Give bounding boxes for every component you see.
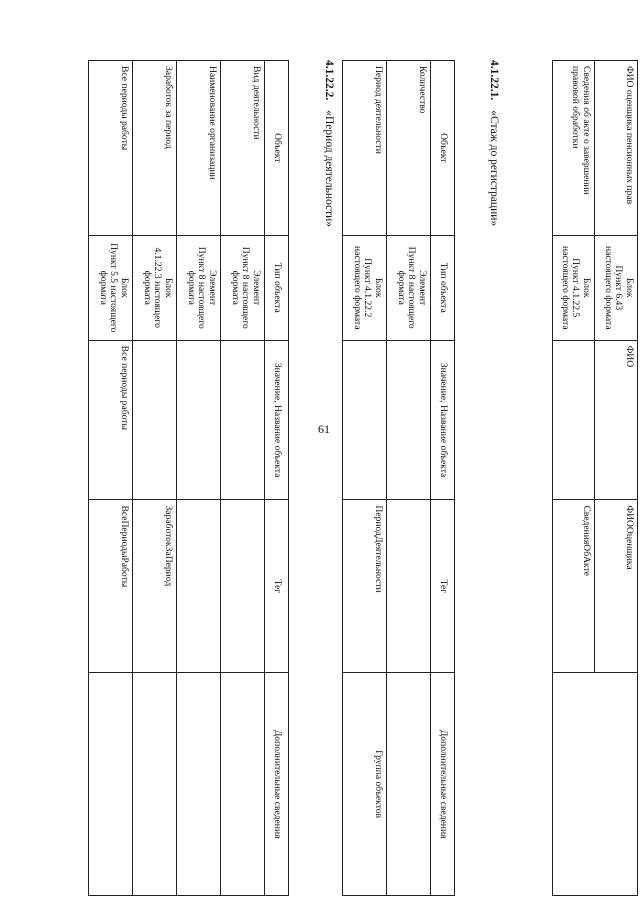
type-cell [553,235,595,340]
section-heading [488,60,500,226]
table-row [133,61,177,896]
type-line: настоящего формата [559,245,571,330]
extra-cell [553,673,638,896]
type-cell [221,235,265,340]
table-row [595,61,638,896]
section-number: 4.1.22.2. [323,60,335,101]
name-cell [177,340,221,500]
type-line: формата [185,270,197,305]
page-number: 61 [318,422,330,436]
name-cell: Все периоды работы [89,340,133,500]
type-line: Блок [119,277,130,298]
table-row [221,61,265,896]
name-cell [343,340,387,500]
object-cell: Период деятельности [343,61,387,236]
type-line: формата [395,270,407,305]
type-line: Пункт 4.1.22.2 [362,258,374,318]
table-row [177,61,221,896]
header-row [431,61,455,896]
type-cell [133,235,177,340]
type-line: настоящего формата [351,245,363,330]
table-row [343,61,387,896]
extra-cell [89,673,133,896]
type-line: Блок [581,277,592,298]
name-cell [221,340,265,500]
column-header: Дополнительные сведения [431,673,455,896]
type-line: формата [141,270,153,305]
type-line: Блок [373,277,384,298]
type-line: 4.1.22.3 настоящего [152,247,164,328]
type-cell [177,235,221,340]
type-line: Блок [163,277,174,298]
section-heading [323,60,335,227]
object-cell: ФИО оценщика пенсионных прав [595,61,638,236]
tag-cell [221,500,265,673]
type-line: Пункт 6.43 [613,265,625,311]
type-line: Пункт 8 настоящего [406,246,418,329]
tag-cell: ФИООценщика [595,500,638,673]
section-number: 4.1.22.1. [488,60,500,101]
extra-cell [133,673,177,896]
name-cell [553,340,595,500]
type-line: Пункт 5.5 настоящего [108,243,120,333]
type-line: Пункт 8 настоящего [240,246,252,329]
tag-cell: СведенияОбАкте [553,500,595,673]
type-line: Пункт 4.1.22.5 [570,258,582,318]
column-header: Тег [431,500,455,673]
column-header: Тег [265,500,289,673]
column-header: Объект [265,61,289,236]
table-row [387,61,431,896]
tag-cell: ЗаработокЗаПериод [133,500,177,673]
section-title: «Период деятельности» [323,110,335,228]
extra-cell [221,673,265,896]
column-header: Дополнительные сведения [265,673,289,896]
name-cell: ФИО [595,340,638,500]
object-cell: Сведения об акте о завершении правовой обработки [553,61,595,236]
object-cell: Заработок за период [133,61,177,236]
top-table [552,60,638,896]
type-cell [595,235,638,340]
column-header: Значение, Название объекта [265,340,289,500]
type-line: настоящего формата [602,245,614,330]
type-line: формата [97,270,109,305]
column-header: Значение, Название объекта [431,340,455,500]
object-cell: Все периоды работы [89,61,133,236]
type-cell [387,235,431,340]
table-row [89,61,133,896]
extra-cell [177,673,221,896]
type-line: Элемент [251,270,262,306]
type-cell [343,235,387,340]
header-row [265,61,289,896]
object-cell: Наименование организации [177,61,221,236]
type-line: Элемент [417,270,428,306]
tag-cell [177,500,221,673]
type-line: Пункт 8 настоящего [196,246,208,329]
column-header: Тип объекта [265,235,289,340]
extra-cell [387,673,431,896]
type-line: Блок [624,277,635,298]
name-cell [133,340,177,500]
column-header: Объект [431,61,455,236]
tag-cell: ВсеПериодыРаботы [89,500,133,673]
section1-table [342,60,455,896]
extra-cell: Группа объектов [343,673,387,896]
type-line: формата [229,270,241,305]
object-cell: Вид деятельности [221,61,265,236]
name-cell [387,340,431,500]
type-line: Элемент [207,270,218,306]
section2-table [88,60,289,896]
tag-cell [387,500,431,673]
type-cell [89,235,133,340]
column-header: Тип объекта [431,235,455,340]
object-cell: Количество [387,61,431,236]
tag-cell: ПериодДеятельности [343,500,387,673]
section-title: «Стаж до регистрации» [488,110,500,227]
